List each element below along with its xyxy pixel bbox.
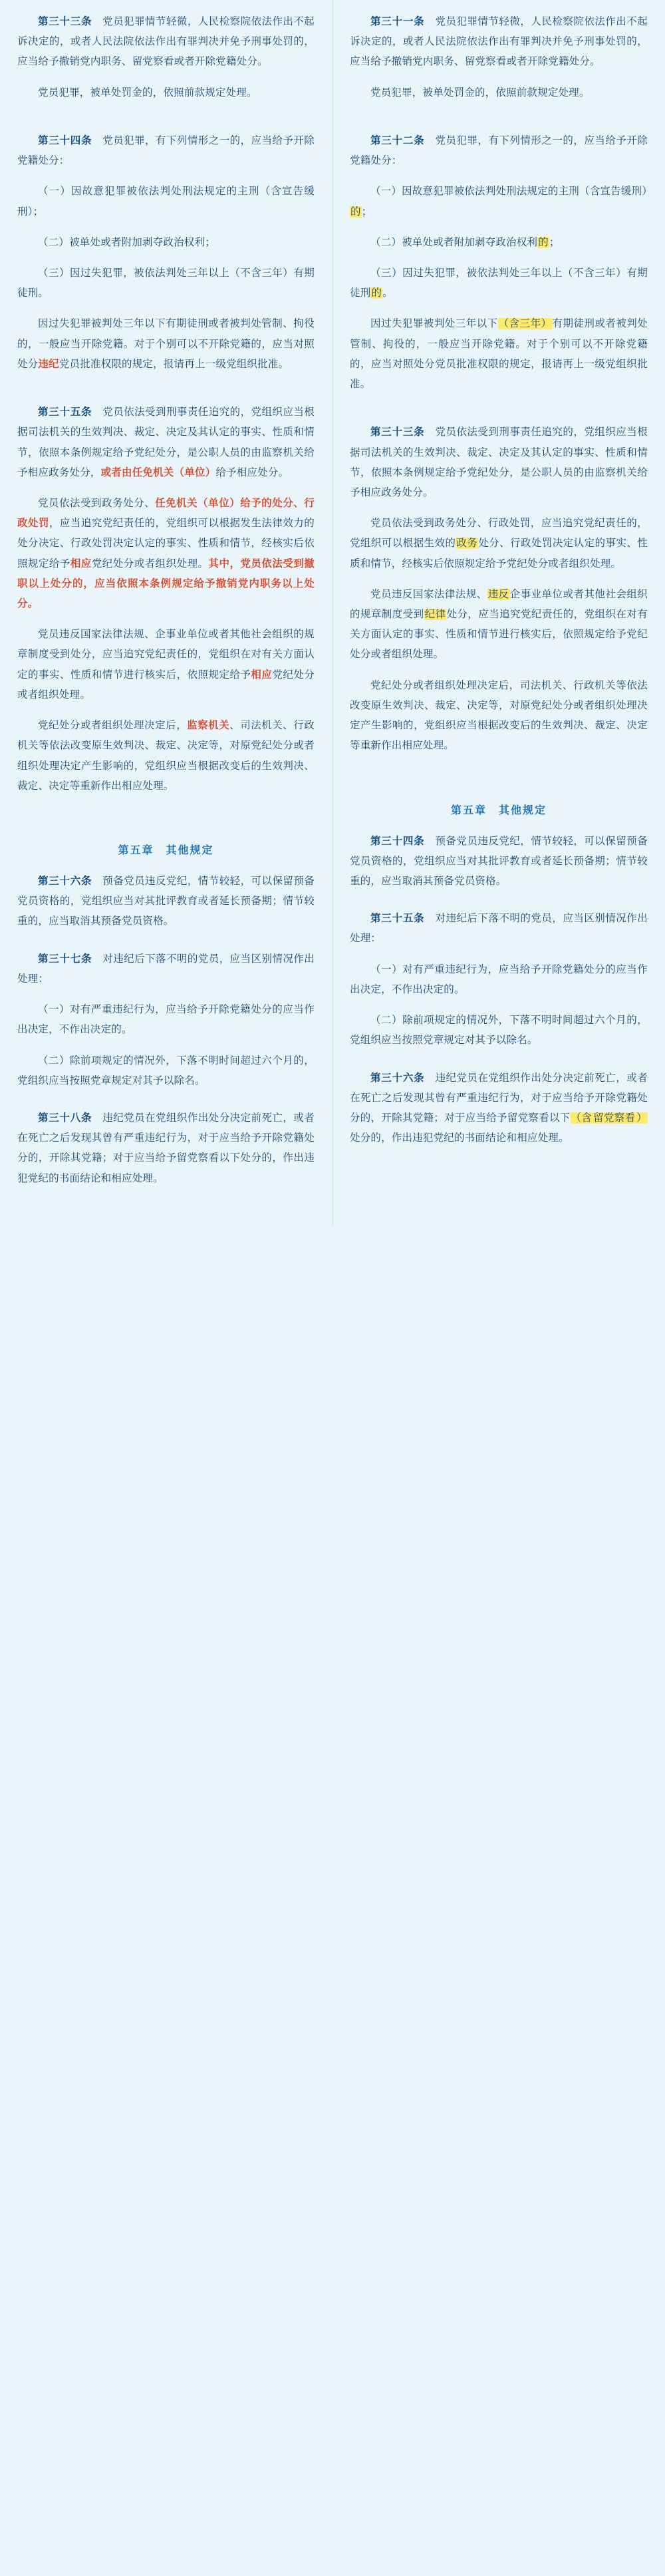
paragraph xyxy=(350,182,652,222)
chapter-heading: 第五章 其他规定 xyxy=(118,845,214,856)
article-label: 第三十 xyxy=(38,953,70,965)
paragraph xyxy=(17,131,315,171)
article-number: 四 xyxy=(70,134,82,146)
body-text: ，应当追究党纪责任的，党组织可以根据发生法律效力的处分决定、行政处罚决定认定的事实、性质和情节，经核实后依照规定给予 xyxy=(17,518,315,569)
body-text: （二）被单处或者附加剥夺政治权利； xyxy=(38,236,215,248)
paragraph xyxy=(17,716,315,796)
article-label: 条 xyxy=(81,134,92,146)
body-text: 违纪党员在党组织作出处分决定前死亡，或者在死亡之后发现其曾有严重违纪行为，对于应当给予开除党籍处分的，开除其党籍；对于应当给予留党察看 xyxy=(350,1072,648,1124)
highlighted-text: ） xyxy=(636,1112,647,1124)
body-text: 对违纪后下落不明的党员，应当区别情况作出处理： xyxy=(350,913,648,945)
paragraph xyxy=(17,182,315,222)
spacer xyxy=(17,114,315,131)
spacer xyxy=(17,385,315,402)
body-text: 党员犯罪情节轻微，人民检察院依法作出不起诉决定的，或者人民法院依法作出有罪判决并免予刑事处罚的，应当给予撤销党内职务、留党察看或者开除党籍处分。 xyxy=(17,16,315,68)
spacer xyxy=(17,807,315,824)
highlighted-text: 的 xyxy=(538,236,549,248)
paragraph xyxy=(350,12,648,73)
emphasis-text: 其中，党员依法受到撤职以上处分的，应当依照本条例规定给予撤销党内职务以上处分。 xyxy=(17,558,315,610)
body-text: 企事业单位或者其他社会组织的规章制度受到 xyxy=(350,588,648,621)
highlighted-text: 纪律 xyxy=(424,609,446,621)
body-text: 对违纪后下落不明的党员，应当区别情况作出处理： xyxy=(17,953,315,985)
paragraph xyxy=(17,314,315,375)
body-text: 党员依法受到刑事责任追究的，党组织应当根据司法机关的生效判决、裁定、决定及其认定的事实、性质和情节，依照本条例规定给予党纪处分，是公职人员的由监察机关给予相应政务处分。 xyxy=(350,426,648,498)
spacer xyxy=(17,1102,315,1108)
body-text: （二）除前项规定的情况外，下落不明时间超过六个月的，党组织应当按照党章规定对其予以除名。 xyxy=(17,1054,315,1086)
paragraph xyxy=(17,12,315,73)
body-text: 党员批准权限的规定，报请再上一级党组织批准。 xyxy=(59,358,289,370)
article-number: 六 xyxy=(402,1072,414,1084)
body-text: 预备党员违反党纪，情节较轻，可以保留预备党员资格的，党组织应当对其批评教育或者延长预备期；情节较重的，应当取消其预备党员资格。 xyxy=(17,876,315,927)
paragraph xyxy=(17,872,315,932)
highlighted-text: 政务 xyxy=(456,538,478,550)
body-text: 党纪处分或者组织处理决定后，司法机关、行政机关等依法改变原生效判决、裁定、决定等，对原党纪处分或者组织处理决定产生影响的，党组织应当根据改变后的生效判决、裁定、决定等重新作出相应处理。 xyxy=(350,679,648,752)
highlighted-text: 留党察看 xyxy=(593,1112,636,1124)
body-text: （一）因故意犯罪被依法判处刑法规定的主刑（含宣告缓刑） xyxy=(370,186,652,198)
body-text: 党员犯罪，有下列情形之一的，应当给予开除党籍处分： xyxy=(17,134,315,167)
article-label: 第三十 xyxy=(38,876,70,887)
emphasis-text: 相应 xyxy=(251,669,273,681)
paragraph xyxy=(350,960,648,1000)
highlighted-text: 的 xyxy=(371,287,382,299)
body-text: 处分的，作出违犯党纪的书面结论和相应处理。 xyxy=(350,1132,569,1144)
body-text: 预备党员违反党纪，情节较轻，可以保留预备党员资格的，党组织应当对其批评教育或者延长预备期；情节较重的，应当取消其预备党员资格。 xyxy=(350,835,648,887)
article-label: 第三十 xyxy=(370,913,403,925)
body-text: 党员违反国家法律法规、 xyxy=(370,588,487,600)
article-label: 条 xyxy=(414,426,425,438)
body-text: （一）对有严重违纪行为，应当给予开除党籍处分的应当作出决定，不作出决定的。 xyxy=(350,963,648,995)
paragraph xyxy=(17,625,315,705)
body-text: （二）除前项规定的情况外，下落不明时间超过六个月的，党组织应当按照党章规定对其予以除名。 xyxy=(350,1015,648,1046)
paragraph xyxy=(350,422,648,503)
paragraph xyxy=(350,514,648,574)
paragraph xyxy=(17,1108,315,1189)
highlighted-text: （含三年） xyxy=(498,318,552,330)
spacer xyxy=(350,767,648,784)
body-text: （一）对有严重违纪行为，应当给予开除党籍处分的应当作出决定，不作出决定的。 xyxy=(17,1004,315,1036)
highlighted-text: （含 xyxy=(571,1112,593,1124)
body-text: 党员犯罪，被单处罚金的，依照前款规定处理。 xyxy=(38,86,257,98)
article-number: 二 xyxy=(402,134,414,146)
body-text: 党员犯罪情节轻微，人民检察院依法作出不起诉决定的，或者人民法院依法作出有罪判决并免予刑事处罚的，应当给予撤销党内职务、留党察看或者开除党籍处分。 xyxy=(350,16,648,68)
spacer xyxy=(17,943,315,949)
paragraph xyxy=(17,949,315,989)
article-label: 第三十 xyxy=(370,835,403,847)
article-label: 第三十 xyxy=(370,16,403,27)
article-number: 一 xyxy=(402,16,414,27)
paragraph xyxy=(350,83,648,103)
paragraph xyxy=(17,494,315,614)
spacer xyxy=(350,902,648,909)
body-text: 有期徒刑或者被判处管制、拘役的，一般应当开除党籍。对于个别可以不开除党籍的，应当对照处分党员批准权限的规定，报请再上一级党组织批准。 xyxy=(350,318,648,391)
article-label: 条 xyxy=(414,134,425,146)
body-text: 党纪处分或者组织处理。 xyxy=(91,558,209,569)
paragraph xyxy=(350,131,648,171)
article-label: 第三十 xyxy=(370,1072,403,1084)
article-number: 七 xyxy=(70,953,82,965)
article-label: 条 xyxy=(81,876,92,887)
emphasis-text: 任免机关（单位）给予的处分、行政处罚 xyxy=(17,497,315,530)
paragraph xyxy=(350,832,648,892)
paragraph xyxy=(17,1000,315,1040)
body-text: 因过失犯罪被判处三年以下 xyxy=(370,318,498,330)
article-label: 条 xyxy=(81,16,92,27)
body-text: 党纪处分或者组织处理。 xyxy=(17,669,315,701)
paragraph xyxy=(17,83,315,103)
article-number: 四 xyxy=(402,835,414,847)
highlighted-text: 违反 xyxy=(487,588,509,600)
emphasis-text: 相应 xyxy=(70,558,92,569)
paragraph xyxy=(17,233,315,253)
body-text: 党员依法受到政务处分、 xyxy=(38,497,156,509)
article-label: 第三十 xyxy=(38,1112,70,1124)
article-label: 第三十 xyxy=(38,16,70,27)
paragraph xyxy=(350,909,648,949)
emphasis-text: 监察机关 xyxy=(187,720,230,732)
body-text: 党员违反国家法律法规、企事业单位或者其他社会组织的规章制度受到处分，应当追究党纪责任的，党组织在对有关方面认定的事实、性质和情节进行核实后，依照规定给予 xyxy=(17,629,315,681)
paragraph xyxy=(17,263,315,303)
article-label: 条 xyxy=(414,16,425,27)
article-number: 五 xyxy=(70,406,82,418)
emphasis-text: 或者由任免机关（单位） xyxy=(100,466,216,478)
article-number: 三 xyxy=(402,426,414,438)
body-text: （二）被单处或者附加剥夺政治权利 xyxy=(370,236,538,248)
body-text: 违纪党员在党组织作出处分决定前死亡，或者在死亡之后发现其曾有严重违纪行为，对于应当给予开除党籍处分的，开除其党籍；对于应当给予留党察看以下处分的，作出违犯党纪的书面结论和相应处理。 xyxy=(17,1112,315,1184)
article-label: 第三十 xyxy=(38,134,70,146)
body-text: 以下 xyxy=(549,1112,571,1124)
article-label: 条 xyxy=(414,913,425,925)
body-text: 因过失犯罪被判处三年以下有期徒刑或者被判处管制、拘役的，一般应当开除党籍。对于个别可以不开除党籍的，应当对照处分 xyxy=(17,318,315,370)
article-number: 六 xyxy=(70,876,82,887)
paragraph xyxy=(17,402,315,483)
paragraph xyxy=(350,676,648,756)
body-text: 党员犯罪，被单处罚金的，依照前款规定处理。 xyxy=(370,86,590,98)
paragraph xyxy=(350,1068,648,1149)
two-column-comparison xyxy=(0,0,665,1226)
body-text: 、司法机关、行政机关等依法改变原生效判决、裁定、决定等，对原党纪处分或者组织处理决定产生影响的，党组织应当根据改变后的生效判决、裁定、决定等重新作出相应处理。 xyxy=(17,720,315,792)
article-label: 第三十 xyxy=(370,426,403,438)
article-number: 三 xyxy=(70,16,82,27)
paragraph xyxy=(350,233,648,253)
body-text: （三）因过失犯罪，被依法判处三年以上（不含三年）有期徒刑。 xyxy=(17,267,315,299)
spacer xyxy=(350,405,648,422)
spacer xyxy=(350,1062,648,1068)
chapter-heading: 第五章 其他规定 xyxy=(450,804,547,816)
article-label: 条 xyxy=(414,835,425,847)
body-text: 党员依法受到刑事责任追究的，党组织应当根据司法机关的生效判决、裁定、决定及其认定的事实、性质和情节，依照本条例规定给予党纪处分，是公职人员的由监察机关给予相应政务处分， xyxy=(17,406,315,478)
paragraph xyxy=(350,585,648,665)
column-left-old-version xyxy=(0,0,332,1226)
article-label: 条 xyxy=(81,953,92,965)
body-text: 党员犯罪，有下列情形之一的，应当给予开除党籍处分： xyxy=(350,134,648,167)
article-number: 八 xyxy=(70,1112,82,1124)
paragraph xyxy=(17,1051,315,1091)
paragraph xyxy=(350,263,648,303)
article-label: 第三十 xyxy=(38,406,70,418)
body-text: 党员依法受到政务处分、行政处罚，应当追究党纪责任的，党组织可以根据生效的 xyxy=(350,518,648,550)
body-text: 处分、行政处罚决定认定的事实、性质和情节，经核实后依照规定给予党纪处分或者组织处理。 xyxy=(350,538,648,569)
paragraph xyxy=(350,314,648,395)
body-text: 给予相应处分。 xyxy=(215,466,289,478)
article-label: 第三十 xyxy=(370,134,403,146)
article-label: 条 xyxy=(81,406,92,418)
highlighted-text: 的 xyxy=(350,206,361,218)
body-text: 党纪处分或者组织处理决定后， xyxy=(38,720,188,732)
body-text: 。 xyxy=(382,287,393,299)
article-label: 条 xyxy=(414,1072,425,1084)
article-number: 五 xyxy=(402,913,414,925)
body-text: ； xyxy=(361,206,372,218)
emphasis-text: 违纪 xyxy=(38,358,59,370)
body-text: ； xyxy=(549,236,560,248)
spacer xyxy=(350,114,648,131)
column-right-new-version xyxy=(332,0,665,1226)
body-text: （一）因故意犯罪被依法判处刑法规定的主刑（含宣告缓刑）； xyxy=(17,186,315,218)
body-text: （三）因过失犯罪，被依法判处三年以上（不含三年）有期徒刑 xyxy=(350,267,648,299)
body-text: 处分，应当追究党纪责任的，党组织在对有关方面认定的事实、性质和情节进行核实后，依照规定给予党纪处分或者组织处理。 xyxy=(350,609,648,661)
article-label: 条 xyxy=(81,1112,92,1124)
paragraph xyxy=(350,1011,648,1050)
